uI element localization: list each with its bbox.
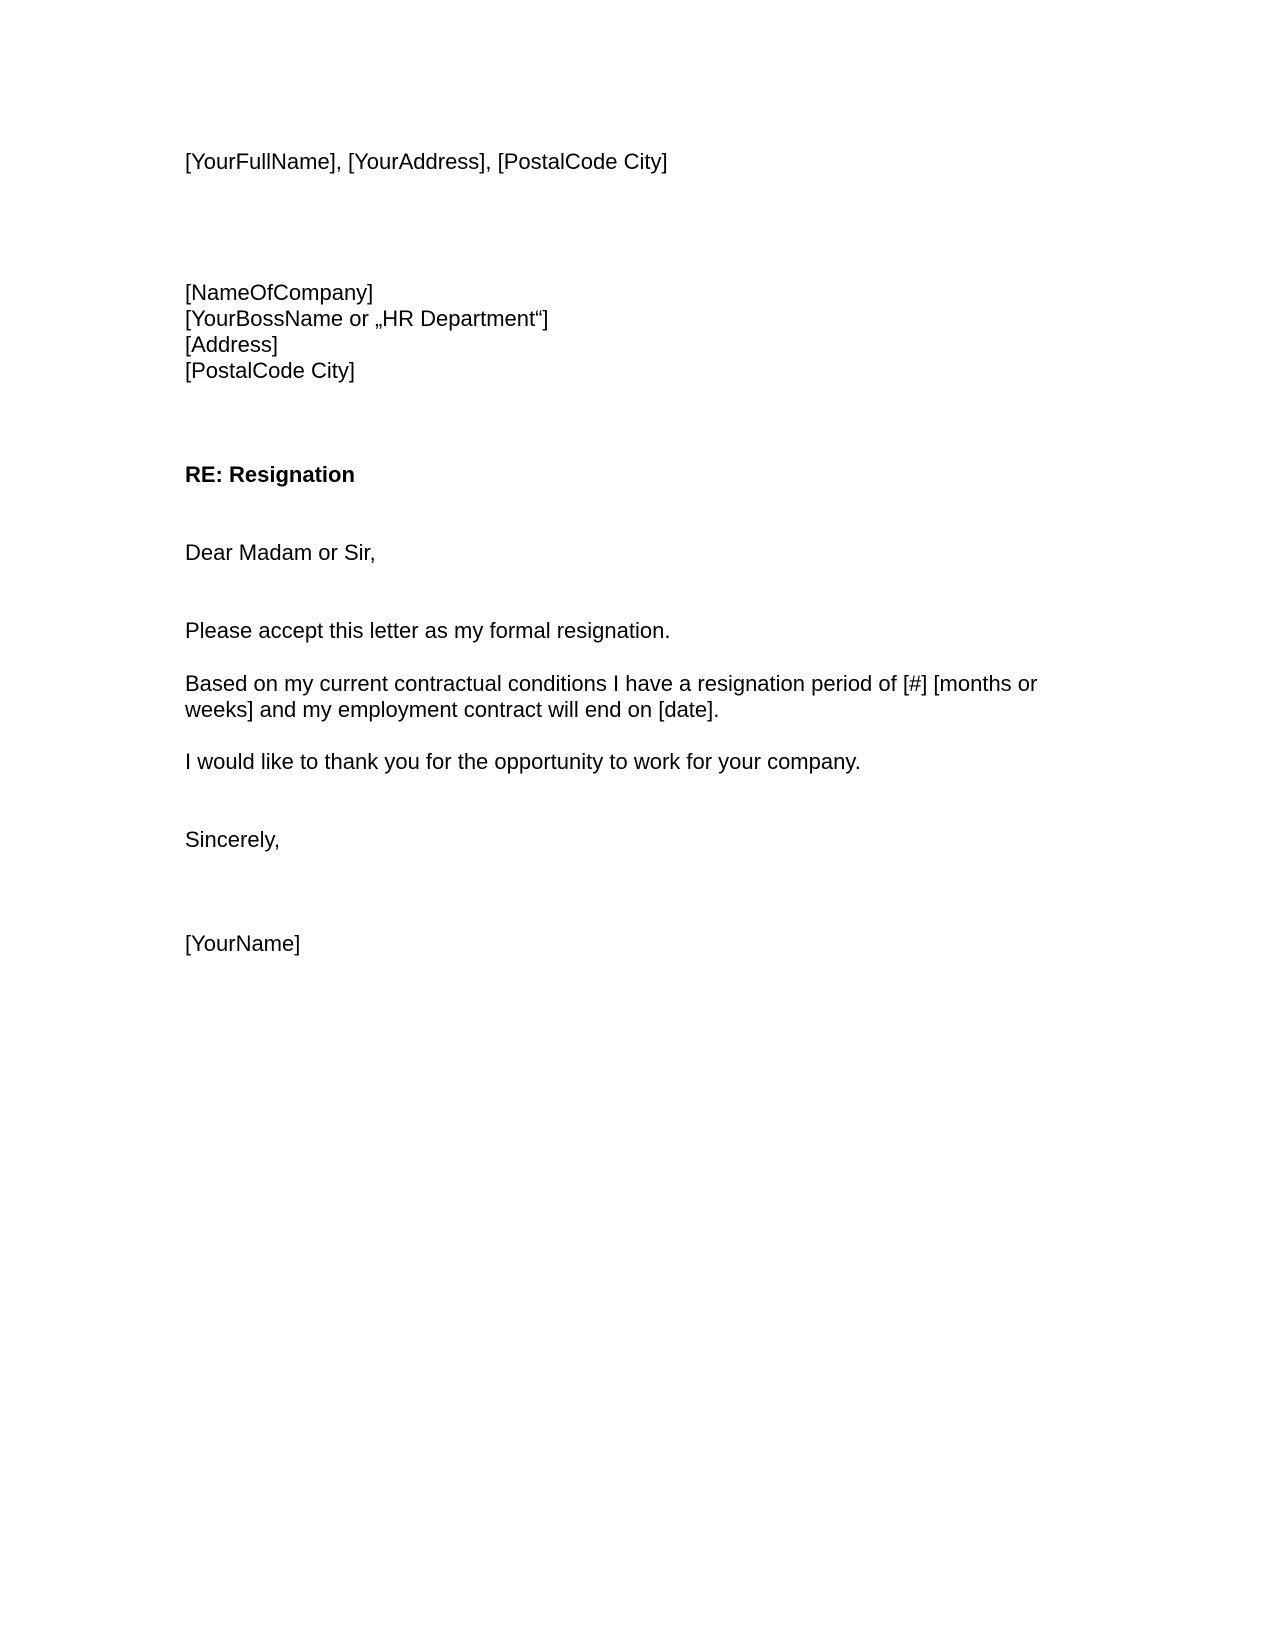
recipient-postal-city: [PostalCode City] [185, 358, 355, 383]
signature: [YourName] [185, 931, 301, 956]
body-paragraph-2-line-1: Based on my current contractual conditions I have a resignation period of [#] [months or [185, 671, 1038, 696]
salutation: Dear Madam or Sir, [185, 540, 376, 565]
body-paragraph-3: I would like to thank you for the opportunity to work for your company. [185, 749, 861, 774]
recipient-company: [NameOfCompany] [185, 280, 374, 305]
recipient-boss: [YourBossName or „HR Department“] [185, 306, 549, 331]
recipient-address: [Address] [185, 332, 278, 357]
body-paragraph-1: Please accept this letter as my formal resignation. [185, 618, 671, 643]
subject-line: RE: Resignation [185, 462, 355, 487]
body-paragraph-2-line-2: weeks] and my employment contract will end on [date]. [185, 697, 720, 722]
sender-line: [YourFullName], [YourAddress], [PostalCode City] [185, 149, 668, 174]
closing: Sincerely, [185, 827, 280, 852]
